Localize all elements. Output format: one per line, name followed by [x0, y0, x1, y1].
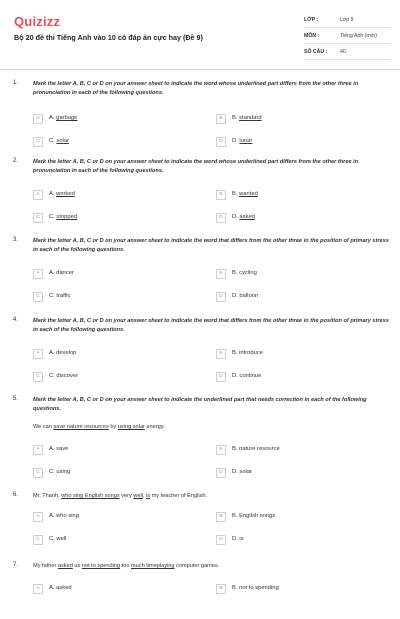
option-a[interactable]	[33, 584, 203, 594]
question-1	[0, 80, 400, 149]
text-segment: want	[239, 191, 252, 197]
option-prefix: D.	[232, 373, 240, 379]
question-instruction: Mark the letter A, B, C or D on your answer sheet to indicate the word whose underlined part differs from the other three in pronunciation in each of the following questions.	[33, 81, 359, 96]
text-segment: using	[56, 469, 71, 475]
meta-value: Lớp 9	[340, 17, 354, 23]
option-letter-box: C	[33, 372, 43, 382]
option-prefix: B.	[232, 350, 240, 356]
option-prefix: A.	[49, 446, 57, 452]
option-a[interactable]	[33, 114, 203, 124]
text-segment: very	[119, 493, 134, 499]
option-c[interactable]	[33, 137, 203, 147]
option-c[interactable]	[33, 372, 203, 382]
question-sentence	[33, 492, 391, 501]
option-text	[49, 138, 69, 144]
option-text	[49, 270, 74, 276]
meta-row-subject	[304, 28, 390, 44]
underlined-segment: ar	[247, 138, 253, 144]
option-b[interactable]	[216, 584, 386, 594]
text-segment: who sing	[56, 513, 79, 519]
option-prefix: A.	[49, 513, 57, 519]
meta-key: LỚP :	[304, 17, 319, 23]
text-segment: by	[108, 424, 118, 430]
underlined-segment: using solar	[117, 424, 145, 430]
question-instruction: Mark the letter A, B, C or D on your answer sheet to indicate the underlined part that needs correction in each of the following questions.	[33, 397, 367, 412]
option-letter-box: C	[33, 535, 43, 545]
question-3	[0, 237, 400, 304]
option-d[interactable]	[216, 213, 386, 223]
underlined-segment: ed	[251, 191, 258, 197]
option-text	[49, 191, 75, 197]
option-text	[49, 350, 76, 356]
option-prefix: C.	[49, 293, 57, 299]
option-text	[49, 446, 68, 452]
option-letter-box: B	[216, 584, 226, 594]
underlined-segment: ed	[248, 214, 255, 220]
question-number: 6.	[13, 492, 19, 498]
option-prefix: B.	[232, 585, 240, 591]
option-prefix: D.	[232, 138, 240, 144]
option-letter-box: A	[33, 269, 43, 279]
text-segment: solar	[239, 469, 252, 475]
option-a[interactable]	[33, 269, 203, 279]
text-segment: stand	[239, 115, 254, 121]
option-a[interactable]	[33, 445, 203, 455]
question-number: 7.	[13, 562, 19, 568]
option-letter-box: B	[216, 445, 226, 455]
text-segment: not to spending	[239, 585, 279, 591]
option-letter-box: D	[216, 292, 226, 302]
option-text	[232, 191, 258, 197]
option-prefix: A.	[49, 270, 57, 276]
option-a[interactable]	[33, 190, 203, 200]
option-text	[232, 350, 263, 356]
option-letter-box: D	[216, 213, 226, 223]
option-prefix: C.	[49, 373, 57, 379]
text-segment: ,	[143, 493, 147, 499]
text-segment: stopp	[56, 214, 71, 220]
option-prefix: D.	[232, 214, 240, 220]
text-segment: cycling	[239, 270, 257, 276]
meta-key: SỐ CÂU :	[304, 49, 328, 55]
option-text	[49, 293, 71, 299]
option-b[interactable]	[216, 114, 386, 124]
option-prefix: C.	[49, 138, 57, 144]
option-c[interactable]	[33, 292, 203, 302]
text-segment: introduce	[239, 350, 263, 356]
option-text	[232, 270, 257, 276]
question-5	[0, 396, 400, 480]
question-number: 4.	[13, 317, 19, 323]
option-d[interactable]	[216, 372, 386, 382]
option-text	[232, 293, 258, 299]
text-segment: asked	[56, 585, 72, 591]
option-text	[232, 138, 252, 144]
text-segment: computer games.	[174, 563, 220, 569]
option-letter-box: A	[33, 512, 43, 522]
option-prefix: A.	[49, 350, 57, 356]
text-segment: save	[56, 446, 69, 452]
underlined-segment: ard	[253, 115, 262, 121]
option-letter-box: B	[216, 269, 226, 279]
option-prefix: D.	[232, 293, 240, 299]
underlined-segment: bage	[64, 115, 78, 121]
option-b[interactable]	[216, 445, 386, 455]
option-letter-box: D	[216, 137, 226, 147]
text-segment: my teacher of English.	[150, 493, 208, 499]
option-letter-box: C	[33, 468, 43, 478]
option-d[interactable]	[216, 468, 386, 478]
option-text	[49, 115, 77, 121]
option-d[interactable]	[216, 292, 386, 302]
underlined-segment: ar	[63, 138, 69, 144]
question-2	[0, 158, 400, 225]
meta-row-count	[304, 44, 390, 60]
text-segment: too	[120, 563, 131, 569]
option-prefix: A.	[49, 115, 57, 121]
option-text	[232, 214, 255, 220]
option-prefix: B.	[232, 270, 240, 276]
text-segment: Mr. Thanh,	[33, 493, 62, 499]
page-header	[0, 0, 400, 66]
option-letter-box: A	[33, 445, 43, 455]
option-letter-box: C	[33, 137, 43, 147]
question-sentence	[33, 424, 165, 430]
option-letter-box: A	[33, 584, 43, 594]
question-6	[0, 492, 400, 547]
meta-value: Tiếng Anh (mới)	[340, 33, 377, 39]
text-segment: We can	[33, 424, 54, 430]
option-b[interactable]	[216, 349, 386, 359]
option-prefix: B.	[232, 115, 240, 121]
text-segment: balloon	[239, 293, 259, 299]
header-divider	[0, 69, 400, 70]
question-instruction: Mark the letter A, B, C or D on your answer sheet to indicate the word that differs from the other three in the position of primary stress in each of the following questions.	[33, 318, 389, 333]
option-c[interactable]	[33, 535, 203, 545]
quizizz-logo: Quizizz	[14, 14, 61, 29]
option-d[interactable]	[216, 535, 386, 545]
underlined-segment: well	[133, 493, 143, 499]
option-text	[232, 373, 261, 379]
question-number: 3.	[13, 237, 19, 243]
text-segment: lun	[239, 138, 248, 144]
underlined-segment: ed	[70, 214, 78, 220]
underlined-segment: asked	[57, 563, 73, 569]
option-letter-box: C	[33, 213, 43, 223]
question-number: 1.	[13, 80, 19, 86]
option-text	[232, 469, 252, 475]
option-letter-box: D	[216, 468, 226, 478]
meta-key: MÔN :	[304, 33, 320, 39]
option-text	[232, 115, 262, 121]
option-text	[232, 513, 275, 519]
text-segment: us	[72, 563, 82, 569]
option-letter-box: D	[216, 535, 226, 545]
underlined-segment: save nature resources	[53, 424, 109, 430]
option-a[interactable]	[33, 349, 203, 359]
option-d[interactable]	[216, 137, 386, 147]
option-b[interactable]	[216, 269, 386, 279]
underlined-segment: is	[146, 493, 151, 499]
option-a[interactable]	[33, 512, 203, 522]
option-prefix: C.	[49, 214, 57, 220]
option-letter-box: A	[33, 114, 43, 124]
option-prefix: A.	[49, 585, 57, 591]
page-title: Bộ 20 đề thi Tiếng Anh vào 10 có đáp án cực hay (Đề 9)	[14, 33, 203, 42]
text-segment: energy.	[144, 424, 165, 430]
option-text	[49, 585, 72, 591]
option-prefix: B.	[232, 446, 240, 452]
text-segment: nature resource	[239, 446, 280, 452]
option-letter-box: B	[216, 190, 226, 200]
text-segment: sol	[56, 138, 64, 144]
option-prefix: A.	[49, 191, 57, 197]
text-segment: develop	[56, 350, 77, 356]
text-segment: dancer	[56, 270, 74, 276]
option-b[interactable]	[216, 190, 386, 200]
meta-row-class	[304, 12, 390, 28]
option-letter-box: A	[33, 349, 43, 359]
text-segment: is	[239, 536, 244, 542]
option-letter-box: D	[216, 372, 226, 382]
option-text	[49, 469, 70, 475]
question-7	[0, 562, 400, 619]
text-segment: work	[56, 191, 69, 197]
option-prefix: B.	[232, 191, 240, 197]
question-number: 2.	[13, 158, 19, 164]
underlined-segment: who sing English songs	[61, 493, 120, 499]
option-prefix: B.	[232, 513, 240, 519]
option-letter-box: C	[33, 292, 43, 302]
text-segment: ask	[239, 214, 249, 220]
underlined-segment: not to spending	[81, 563, 121, 569]
option-prefix: C.	[49, 536, 57, 542]
option-letter-box: B	[216, 349, 226, 359]
question-sentence	[33, 562, 391, 571]
underlined-segment: much timeplaying	[131, 563, 175, 569]
option-prefix: D.	[232, 469, 240, 475]
text-segment: continue	[239, 373, 262, 379]
text-segment: discover	[56, 373, 79, 379]
text-segment: My father	[33, 563, 58, 569]
text-segment: English songs	[239, 513, 276, 519]
option-text	[49, 513, 79, 519]
option-letter-box: B	[216, 114, 226, 124]
option-text	[49, 373, 78, 379]
meta-value: 40	[340, 49, 346, 55]
question-4	[0, 317, 400, 384]
option-prefix: D.	[232, 536, 240, 542]
question-number: 5.	[13, 396, 19, 402]
option-letter-box: B	[216, 512, 226, 522]
option-c[interactable]	[33, 213, 203, 223]
option-text	[232, 585, 279, 591]
question-instruction: Mark the letter A, B, C or D on your answer sheet to indicate the word that differs from the other three in the position of primary stress in each of the following questions.	[33, 238, 389, 253]
option-text	[232, 536, 244, 542]
meta-table	[304, 12, 390, 60]
question-instruction: Mark the letter A, B, C or D on your answer sheet to indicate the word whose underlined part differs from the other three in pronunciation in each of the following questions.	[33, 159, 359, 174]
text-segment: traffic	[56, 293, 71, 299]
option-text	[49, 214, 77, 220]
option-c[interactable]	[33, 468, 203, 478]
text-segment: well	[56, 536, 67, 542]
option-letter-box: A	[33, 190, 43, 200]
option-b[interactable]	[216, 512, 386, 522]
option-text	[232, 446, 280, 452]
underlined-segment: ed	[68, 191, 75, 197]
option-text	[49, 536, 66, 542]
text-segment: gar	[56, 115, 65, 121]
option-prefix: C.	[49, 469, 57, 475]
